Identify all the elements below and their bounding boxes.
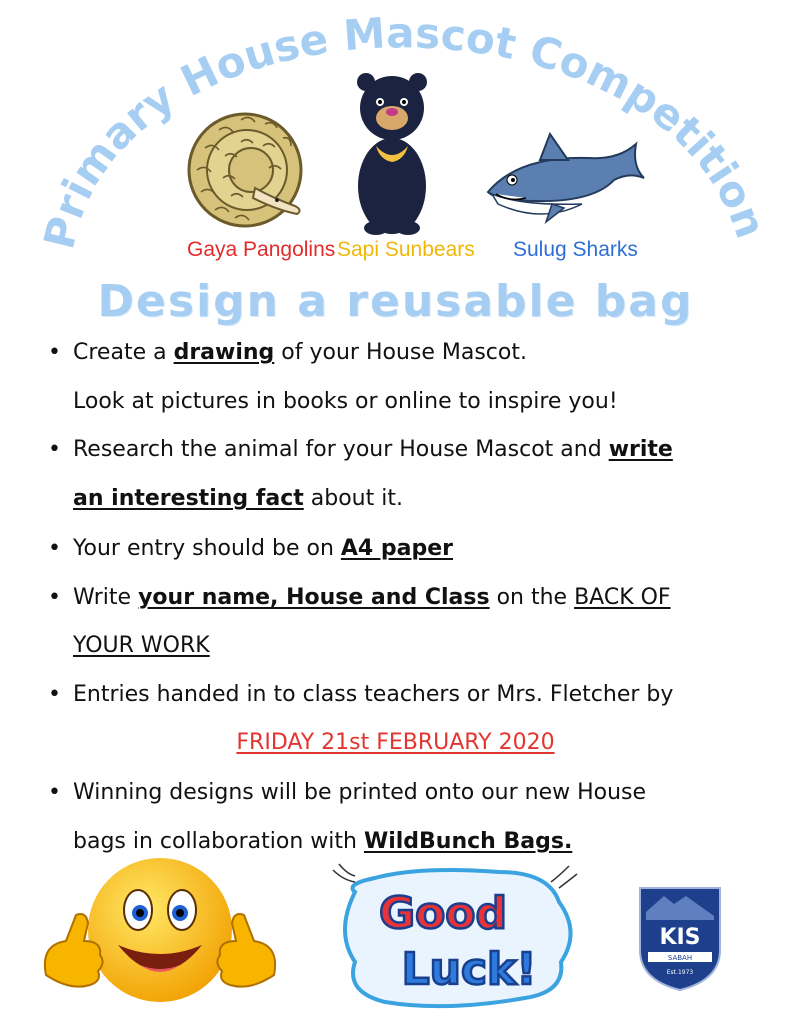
deadline-date: FRIDAY 21st FEBRUARY 2020 [236,730,555,755]
good-luck-badge [325,862,583,1012]
pangolin-icon [185,108,315,236]
shark-icon [482,132,662,228]
bullet-dot: • [48,340,61,365]
smiley-thumbs-up-icon [40,855,280,1020]
logo-subtext: SABAH [667,954,693,962]
luck-text: Luck! [401,944,537,995]
kis-school-logo [634,884,726,992]
title-text: Primary House Mascot Competition [34,8,776,254]
mascot-label-pangolins: Gaya Pangolins [187,238,336,261]
rule-line: YOUR WORK [73,633,210,658]
bullet-dot: • [48,585,61,610]
good-text: Good [378,888,508,939]
bullet-dot: • [48,437,61,462]
logo-text: KIS [659,925,701,950]
rule-line: Create a drawing of your House Mascot. [73,340,527,365]
bullet-dot: • [48,682,61,707]
mascot-label-sharks: Sulug Sharks [513,238,638,261]
bullet-dot: • [48,780,61,805]
rule-line: bags in collaboration with WildBunch Bags. [73,829,573,854]
rule-line: Look at pictures in books or online to inspire you! [73,389,618,414]
rule-line: Write your name, House and Class on the BACK OF [73,585,671,610]
sunbear-icon [350,68,434,238]
rule-line: Winning designs will be printed onto our new House [73,780,647,805]
rule-line: Entries handed in to class teachers or Mrs. Fletcher by [73,682,674,707]
rule-line: an interesting fact about it. [73,486,403,511]
bullet-dot: • [48,536,61,561]
rule-line: Your entry should be on A4 paper [73,536,453,561]
mascot-label-sunbears: Sapi Sunbears [337,238,475,261]
subtitle: Design a reusable bag [97,276,694,327]
logo-est: Est.1973 [666,969,694,976]
rule-line: Research the animal for your House Mascot and write [73,437,673,462]
